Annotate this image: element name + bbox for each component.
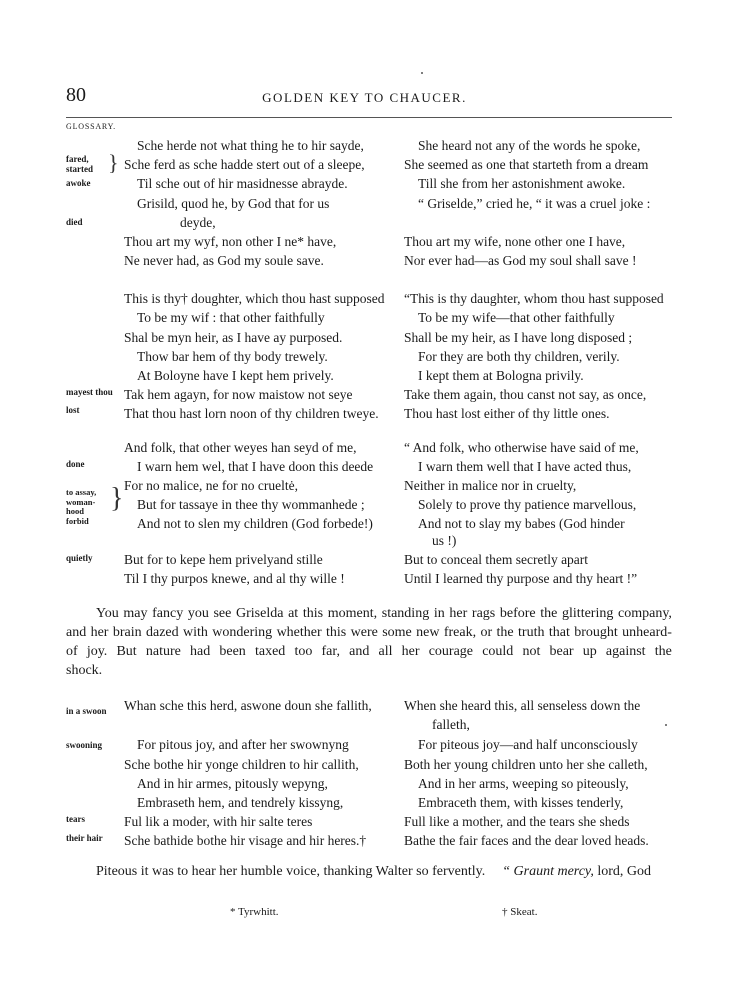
prose-line bbox=[96, 605, 672, 622]
gloss-line: to assay, bbox=[66, 487, 97, 497]
verse-line-modern: Bathe the fair faces and the dear loved heads. bbox=[404, 833, 649, 848]
prose-word: her bbox=[90, 625, 109, 640]
prose-word: standing bbox=[381, 606, 430, 621]
verse-line-original: This is thy† doughter, which thou hast supposed bbox=[124, 291, 385, 306]
print-speck bbox=[421, 72, 423, 74]
prose-word: and bbox=[66, 625, 87, 640]
gloss-to-assay bbox=[66, 488, 96, 526]
verse-line-modern: Neither in malice nor in cruelty, bbox=[404, 478, 577, 493]
prose-word: joy. bbox=[86, 644, 108, 659]
verse-line-original: Thow bar hem of thy body trewely. bbox=[137, 349, 328, 364]
verse-line-original: Til I thy purpos knewe, and al thy wille ! bbox=[124, 571, 345, 586]
gloss-fared-started bbox=[66, 155, 93, 174]
gloss-brace: } bbox=[110, 483, 124, 514]
prose-word: against bbox=[605, 644, 646, 659]
prose-word: at bbox=[288, 606, 299, 621]
verse-line-original: Sche ferd as sche hadde stert out of a sleepe, bbox=[124, 157, 365, 172]
verse-line-original: I warn hem wel, that I have doon this deede bbox=[137, 459, 374, 474]
prose-line-words bbox=[66, 643, 672, 660]
prose-line bbox=[96, 863, 651, 880]
gloss-line: hood bbox=[66, 506, 84, 516]
footnote-left: * Tyrwhitt. bbox=[230, 906, 279, 918]
gloss-tears: tears bbox=[66, 814, 85, 824]
prose-word: or bbox=[480, 625, 493, 640]
prose-word: were bbox=[350, 625, 378, 640]
verse-line-modern: I kept them at Bologna privily. bbox=[418, 368, 584, 383]
gloss-brace: } bbox=[108, 150, 119, 175]
gloss-line: woman- bbox=[66, 496, 96, 507]
prose-word: taxed bbox=[254, 644, 286, 659]
verse-line-modern: She seemed as one that starteth from a dream bbox=[404, 157, 649, 172]
running-title: GOLDEN KEY TO CHAUCER. bbox=[262, 90, 467, 105]
prose-word: been bbox=[219, 644, 246, 659]
verse-line-modern: When she heard this, all senseless down the bbox=[404, 698, 641, 713]
prose-word: whether bbox=[276, 625, 322, 640]
gloss-lost: lost bbox=[66, 405, 80, 415]
verse-line-modern: Thou art my wife, none other one I have, bbox=[404, 234, 626, 249]
verse-line-original: Whan sche this herd, aswone doun she fallith, bbox=[124, 698, 372, 713]
verse-line-original: Til sche out of hir masidnesse abrayde. bbox=[137, 176, 348, 191]
gloss-awoke: awoke bbox=[66, 178, 91, 188]
verse-line-modern: Thou hast lost either of thy little ones. bbox=[404, 406, 610, 421]
verse-line-original: Grisild, quod he, by God that for us bbox=[137, 196, 330, 211]
verse-line-modern: Till she from her astonishment awoke. bbox=[418, 176, 626, 191]
verse-line-original: Ful lik a moder, with hir salte teres bbox=[124, 814, 313, 829]
verse-line-modern: falleth, bbox=[432, 717, 470, 732]
verse-line-original: But for to kepe hem privelyand stille bbox=[124, 552, 323, 567]
prose-word: rags bbox=[471, 606, 496, 621]
verse-line-modern: Full like a mother, and the tears she sheds bbox=[404, 814, 630, 829]
verse-line-modern: Until I learned thy purpose and thy heart !” bbox=[404, 571, 638, 586]
prose-word: this bbox=[302, 606, 324, 621]
prose-word: far, bbox=[321, 644, 340, 659]
verse-line-modern: “ And folk, who otherwise have said of me, bbox=[404, 440, 639, 455]
prose-word: wondering bbox=[212, 625, 273, 640]
prose-word: with bbox=[183, 625, 208, 640]
verse-line-modern: “ Griselde,” cried he, “ it was a cruel joke : bbox=[418, 196, 651, 211]
prose-word: truth bbox=[518, 625, 545, 640]
prose-word: unheard- bbox=[622, 625, 672, 640]
prose-word: not bbox=[522, 644, 541, 659]
prose-word: the bbox=[496, 625, 514, 640]
prose-word: see bbox=[213, 606, 232, 621]
verse-line-original: And not to slen my children (God forbede!) bbox=[137, 516, 373, 531]
verse-line-modern: Embraceth them, with kisses tenderly, bbox=[418, 795, 624, 810]
prose-word: nature bbox=[145, 644, 181, 659]
prose-word: new bbox=[416, 625, 440, 640]
header-rule bbox=[66, 117, 672, 118]
verse-line-original: deyde, bbox=[180, 215, 216, 230]
verse-line-original: Shal be myn heir, as I have ay purposed. bbox=[124, 330, 343, 345]
glossary-heading: GLOSSARY. bbox=[66, 122, 116, 131]
prose-word: before bbox=[499, 606, 536, 621]
verse-line-modern: And not to slay my babes (God hinder bbox=[418, 516, 625, 531]
prose-word: the bbox=[540, 606, 558, 621]
prose-word: up bbox=[582, 644, 597, 659]
prose-word: glittering bbox=[562, 606, 614, 621]
verse-line-original: Tak hem agayn, for now maistow not seye bbox=[124, 387, 353, 402]
verse-line-modern: And in her arms, weeping so piteously, bbox=[418, 776, 629, 791]
gloss-quietly: quietly bbox=[66, 553, 93, 563]
prose-word: But bbox=[116, 644, 137, 659]
verse-line-modern: Take them again, thou canst not say, as once, bbox=[404, 387, 647, 402]
verse-line-modern: For piteous joy—and half unconsciously bbox=[418, 737, 638, 752]
prose-word: that bbox=[548, 625, 570, 640]
gloss-line: forbid bbox=[66, 515, 89, 526]
prose-text: Piteous it was to hear her humble voice, thanking Walter so fervently. bbox=[96, 864, 486, 879]
prose-word: dazed bbox=[146, 625, 179, 640]
page-number: 80 bbox=[66, 84, 86, 106]
prose-word: moment, bbox=[327, 606, 378, 621]
prose-word: the bbox=[654, 644, 672, 659]
prose-quote-rest: lord, God bbox=[597, 864, 652, 879]
prose-word: could bbox=[482, 644, 514, 659]
gloss-done: done bbox=[66, 459, 85, 469]
prose-word: fancy bbox=[152, 606, 184, 621]
verse-line-modern: us !) bbox=[432, 533, 457, 548]
verse-line-modern: Nor ever had—as God my soul shall save ! bbox=[404, 253, 637, 268]
prose-word: her bbox=[401, 644, 420, 659]
prose-line bbox=[66, 643, 672, 660]
gloss-line: started bbox=[66, 163, 93, 174]
prose-word: all bbox=[378, 644, 393, 659]
prose-line bbox=[66, 624, 672, 641]
verse-line-original: Sche bathide bothe hir visage and hir heres.† bbox=[124, 833, 367, 848]
gloss-died: died bbox=[66, 217, 83, 227]
verse-line-original: For pitous joy, and after her swownyng bbox=[137, 737, 349, 752]
gloss-swooning: swooning bbox=[66, 740, 103, 750]
verse-line-modern: I warn them well that I have acted thus, bbox=[418, 459, 632, 474]
verse-line-original: At Boloyne have I kept hem prively. bbox=[137, 368, 334, 383]
verse-line-original: For no malice, ne for no crueltė, bbox=[124, 478, 298, 493]
verse-line-original: Sche herde not what thing he to hir sayde, bbox=[137, 138, 364, 153]
verse-line-original: Sche bothe hir yonge children to hir callith, bbox=[124, 757, 359, 772]
verse-line-modern: “This is thy daughter, whom thou hast supposed bbox=[404, 291, 664, 306]
prose-word: too bbox=[294, 644, 313, 659]
verse-line-original: Ne never had, as God my soule save. bbox=[124, 253, 324, 268]
verse-line-modern: For they are both thy children, verily. bbox=[418, 349, 620, 364]
gloss-in-a-swoon: in a swoon bbox=[66, 706, 107, 716]
verse-line-modern: Shall be my heir, as I have long disposed ; bbox=[404, 330, 633, 345]
prose-word: may bbox=[123, 606, 148, 621]
prose-word: had bbox=[190, 644, 211, 659]
prose-line-words bbox=[66, 624, 672, 641]
prose-line-last: shock. bbox=[66, 663, 103, 678]
prose-line-words bbox=[96, 605, 672, 622]
prose-word: of bbox=[66, 644, 78, 659]
verse-line-original: And in hir armes, pitously wepyng, bbox=[137, 776, 328, 791]
prose-word: courage bbox=[428, 644, 474, 659]
prose-word: You bbox=[96, 606, 119, 621]
verse-line-original: But for tassaye in thee thy wommanhede ; bbox=[137, 497, 365, 512]
verse-line-original: Thou art my wyf, non other I ne* have, bbox=[124, 234, 337, 249]
prose-word: company, bbox=[618, 606, 672, 621]
verse-line-original: And folk, that other weyes han seyd of me, bbox=[124, 440, 357, 455]
verse-line-modern: She heard not any of the words he spoke, bbox=[418, 138, 641, 153]
prose-word: brain bbox=[112, 625, 142, 640]
footnote-right: † Skeat. bbox=[502, 906, 538, 918]
prose-word: and bbox=[349, 644, 370, 659]
prose-word: some bbox=[382, 625, 412, 640]
verse-line-modern: But to conceal them secretly apart bbox=[404, 552, 589, 567]
prose-word: this bbox=[326, 625, 347, 640]
prose-word: bear bbox=[549, 644, 574, 659]
verse-line-original: Embraseth hem, and tendrely kissyng, bbox=[137, 795, 344, 810]
verse-line-modern: Solely to prove thy patience marvellous, bbox=[418, 497, 637, 512]
verse-line-original: To be my wif : that other faithfully bbox=[137, 310, 325, 325]
gloss-line: fared, bbox=[66, 154, 89, 164]
prose-quote-italic: “ Graunt mercy, bbox=[502, 864, 594, 879]
prose-word: in bbox=[433, 606, 445, 621]
gloss-their-hair: their hair bbox=[66, 833, 103, 843]
verse-line-modern: To be my wife—that other faithfully bbox=[418, 310, 615, 325]
prose-word: you bbox=[187, 606, 209, 621]
prose-word: her bbox=[449, 606, 468, 621]
prose-word: Griselda bbox=[236, 606, 284, 621]
prose-word: brought bbox=[574, 625, 618, 640]
print-speck bbox=[665, 724, 667, 726]
prose-word: freak, bbox=[443, 625, 477, 640]
gloss-mayest-thou: mayest thou bbox=[66, 387, 113, 397]
verse-line-modern: Both her young children unto her she calleth, bbox=[404, 757, 648, 772]
verse-line-original: That thou hast lorn noon of thy children tweye. bbox=[124, 406, 379, 421]
